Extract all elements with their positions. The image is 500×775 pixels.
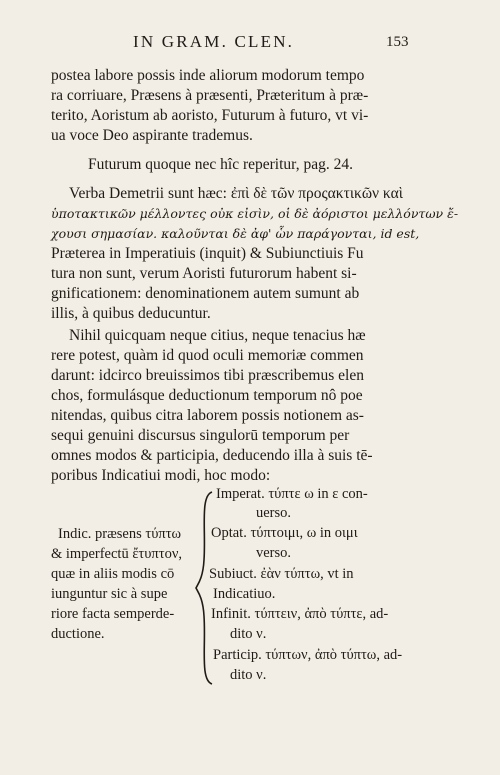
text-line: rere potest, quàm id quod oculi memoriæ commen (51, 347, 364, 364)
text-line: Nihil quicquam neque citius, neque tenacius hæ (69, 327, 366, 344)
text-line: ra corriuare, Præsens à præsenti, Præteritum à præ- (51, 87, 369, 104)
mood-line-cont: verso. (256, 545, 292, 561)
section-heading: Futurum quoque nec hîc reperitur, pag. 24. (88, 156, 353, 173)
text-line: tura non sunt, verum Aoristi futurorum habent si- (51, 265, 357, 282)
text-line: Præterea in Imperatiuis (inquit) & Subiunctiuis Fu (51, 245, 364, 262)
source-line: ductione. (51, 626, 105, 642)
mood-line-infinitive: Infinit. τύπτειν, ἀπὸ τύπτε, ad- (211, 606, 389, 622)
page-number: 153 (386, 34, 409, 50)
text-line: postea labore possis inde aliorum modorum tempo (51, 67, 365, 84)
running-title: IN GRAM. CLEN. (133, 32, 295, 51)
text-line: nitendas, quibus citra laborem possis notionem as- (51, 407, 364, 424)
greek-line: χουσι σημασίαν. καλοῦνται δὲ ἀφ' ὧν παράγονται, id est, (51, 226, 420, 241)
mood-line-cont: uerso. (256, 505, 292, 521)
source-line: iunguntur sic à supe (51, 586, 168, 602)
text-line: darunt: idcirco breuissimos tibi præscribemus elen (51, 367, 364, 384)
text-line: sequi genuini discursus singulorū temporum per (51, 427, 350, 444)
text-line: omnes modos & participia, deducendo illa à suis tē- (51, 447, 373, 464)
greek-line: ὑποτακτικῶν μέλλοντες οὐκ εἰσὶν, οἱ δὲ ἀόριστοι μελλόντων ἔ- (51, 206, 459, 221)
text-line: chos, formulásque deductionum temporum nô poe (51, 387, 363, 404)
source-line: & imperfectū ἔτυπτον, (51, 546, 183, 562)
text-line: ua voce Deo aspirante trademus. (51, 127, 253, 144)
text-line: terito, Aoristum ab aoristo, Futurum à futuro, vt vi- (51, 107, 369, 124)
source-line: riore facta semperde- (51, 606, 175, 622)
mood-line-subjunctive: Subiuct. ἐὰν τύπτω, vt in (209, 566, 354, 582)
text-line: Verba Demetrii sunt hæc: ἐπὶ δὲ τῶν προςακτικῶν καὶ (69, 185, 403, 202)
mood-line-optative: Optat. τύπτοιμι, ω in οιμι (211, 525, 358, 541)
mood-line-cont: dito ν. (230, 667, 267, 683)
mood-line-imperative: Imperat. τύπτε ω in ε con- (216, 486, 368, 502)
mood-line-cont: Indicatiuo. (213, 586, 276, 602)
text-line: gnificationem: denominationem autem sumunt ab (51, 285, 360, 302)
page-header (0, 32, 500, 54)
source-line: Indic. præsens τύπτω (58, 526, 182, 542)
mood-line-participle: Particip. τύπτων, ἀπὸ τύπτω, ad- (213, 647, 403, 663)
text-line: poribus Indicatiui modi, hoc modo: (51, 467, 271, 484)
mood-line-cont: dito ν. (230, 626, 267, 642)
source-line: quæ in aliis modis cō (51, 566, 175, 582)
text-line: illis, à quibus deducuntur. (51, 305, 211, 322)
